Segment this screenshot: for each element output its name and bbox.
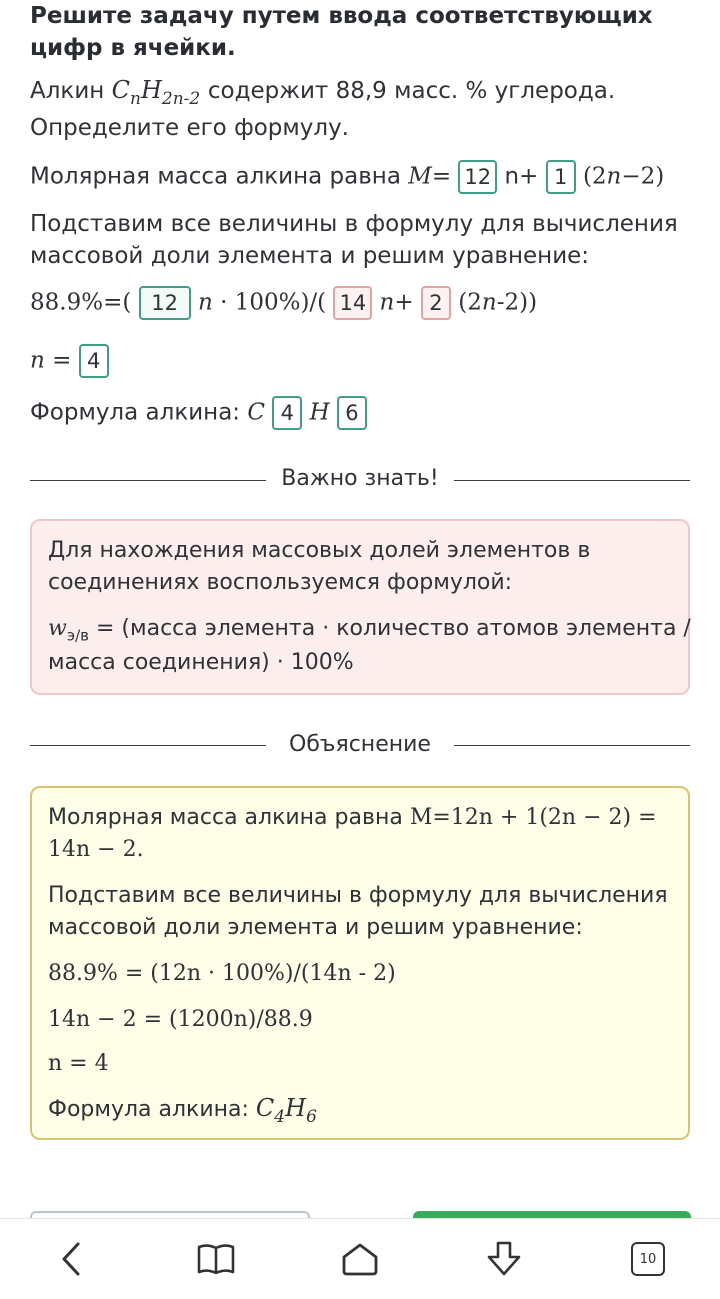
n-cell[interactable]: 4 (79, 344, 109, 378)
book-icon[interactable] (194, 1237, 238, 1281)
eq-prefix: 88.9%=( (30, 289, 132, 316)
important-heading: Важно знать! (281, 466, 439, 491)
explanation-box (30, 786, 690, 1140)
task-title: Решите задачу путем ввода соответствующих цифр в ячейки. (30, 3, 653, 61)
formula-H: H (309, 399, 330, 426)
n-eq: = (52, 347, 72, 374)
tabs-icon[interactable] (626, 1237, 670, 1281)
home-icon[interactable] (338, 1237, 382, 1281)
molar-tail: (2n−2) (582, 163, 665, 190)
explanation-line-3: Подставим все величины в формулу для вычисления (48, 883, 668, 908)
eq-mid: · 100%)/( (220, 289, 327, 316)
alkyne-formula: $C_nH_{2n-2}$ (111, 76, 201, 109)
molar-cell-2[interactable]: 1 (546, 160, 576, 194)
equation-line (30, 286, 537, 320)
eq-cell-3[interactable]: 2 (421, 286, 451, 320)
molar-text: Молярная масса алкина равна (30, 163, 401, 190)
formula-C: C (247, 399, 265, 426)
problem-line-2: Определите его формулу. (30, 115, 349, 141)
explanation-line-8: Формула алкина: $C_4H_6$ (48, 1094, 317, 1127)
eq-cell-2[interactable]: 14 (333, 286, 372, 320)
n-line (30, 344, 109, 378)
explanation-line-5: 88.9% = (12n · 100%)/(14n - 2) (48, 961, 396, 986)
eq-n2: n (379, 289, 395, 316)
molar-cell-1[interactable]: 12 (458, 160, 497, 194)
bottom-nav (0, 1218, 720, 1299)
molar-mid: n+ (504, 163, 539, 190)
molar-M: M (408, 163, 432, 190)
problem-suffix: содержит 88,9 масс. % углерода. (207, 78, 616, 104)
explanation-line-2: 14n − 2. (48, 837, 144, 862)
explanation-line-1: Молярная масса алкина равна M=12n + 1(2n − 2) = (48, 805, 657, 830)
eq-n1: n (197, 289, 213, 316)
important-box (30, 519, 690, 695)
formula-line (30, 396, 367, 430)
subst-line-2: массовой доли элемента и решим уравнение: (30, 243, 590, 269)
important-formula: $w_{э/в}$ = (масса элемента · количество атомов элемента / (48, 616, 691, 645)
tabs-count-badge: 10 (631, 1242, 665, 1276)
problem-prefix: Алкин (30, 78, 105, 104)
important-line-4: масса соединения) · 100% (48, 650, 354, 675)
subst-line-1: Подставим все величины в формулу для вычисления (30, 211, 678, 237)
formula-label: Формула алкина: (30, 399, 241, 426)
important-line-2: соединениях воспользуемся формулой: (48, 570, 513, 595)
molar-eq: = (431, 163, 452, 190)
formula-cell-C[interactable]: 4 (272, 396, 302, 430)
problem-line-1 (30, 74, 615, 115)
explanation-line-6: 14n − 2 = (1200n)/88.9 (48, 1007, 313, 1032)
eq-tail: (2n-2)) (458, 289, 538, 316)
formula-cell-H[interactable]: 6 (337, 396, 367, 430)
eq-cell-1[interactable]: 12 (139, 286, 191, 320)
explanation-heading: Объяснение (289, 732, 431, 757)
download-icon[interactable] (482, 1237, 526, 1281)
molar-mass-line (30, 160, 664, 194)
important-line-1: Для нахождения массовых долей элементов в (48, 538, 591, 563)
back-icon[interactable] (50, 1237, 94, 1281)
n-label: n (30, 347, 45, 374)
explanation-line-7: n = 4 (48, 1051, 109, 1076)
explanation-line-4: массовой доли элемента и решим уравнение: (48, 915, 583, 940)
eq-plus: + (394, 289, 414, 316)
